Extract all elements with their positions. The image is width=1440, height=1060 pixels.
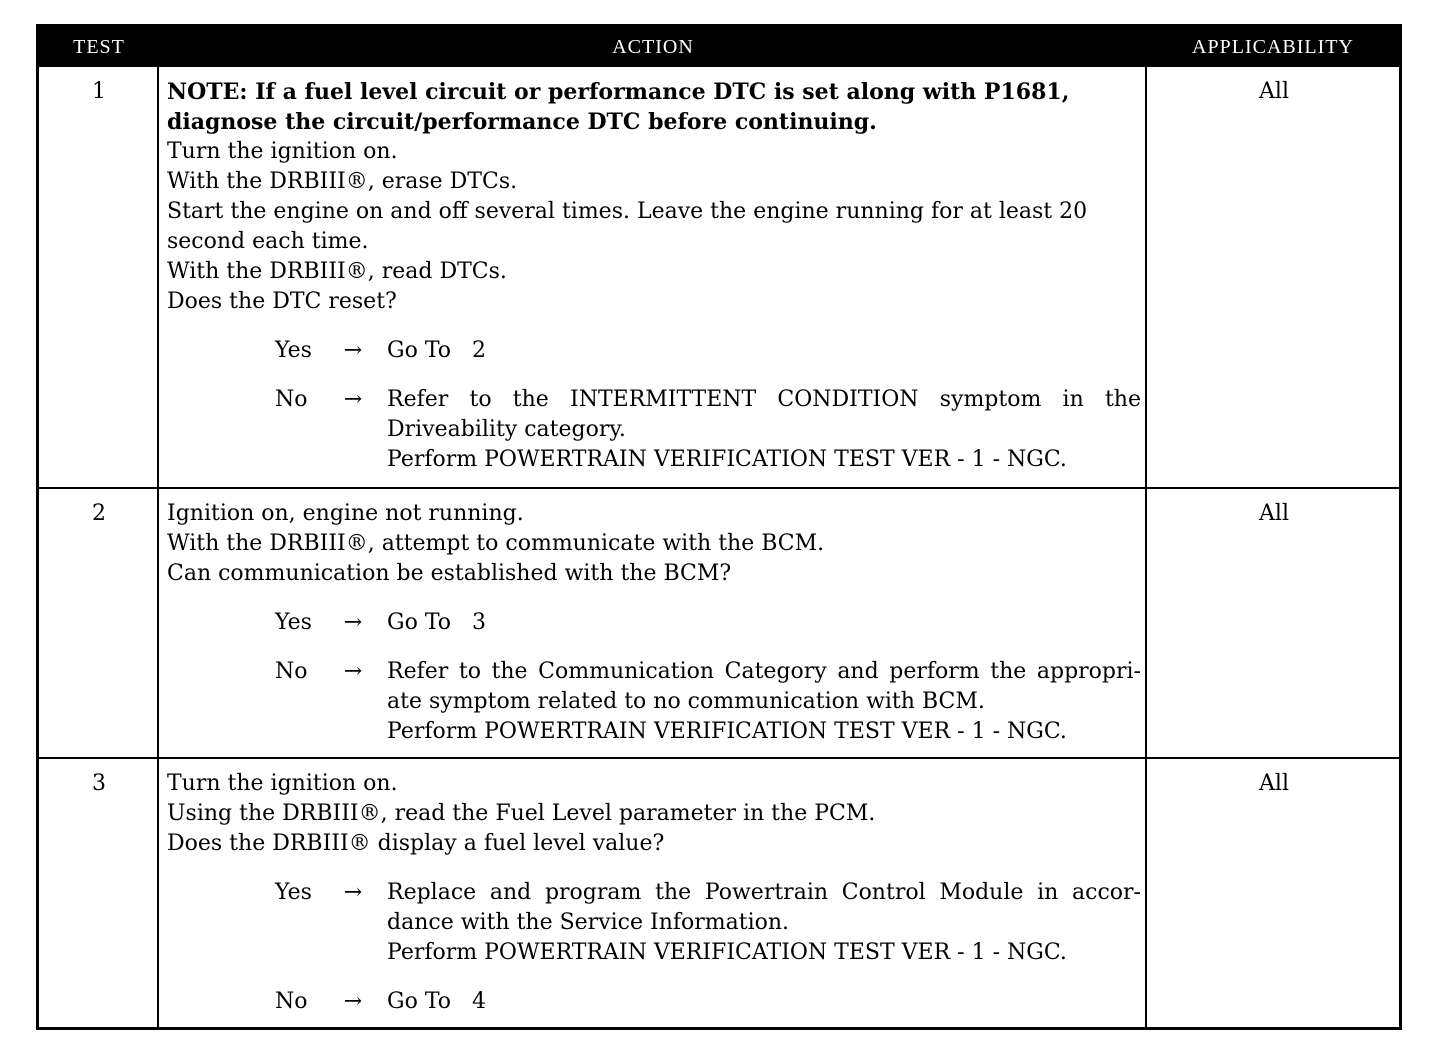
action-cell [167,499,1141,747]
response-text: Driveability category. [387,417,626,442]
test-number: 2 [92,501,106,526]
header-action: ACTION [612,36,694,58]
step-text: Ignition on, engine not running. [167,501,524,526]
yes-label: Yes [275,338,312,363]
arrow-icon: → [343,989,363,1014]
no-response [275,987,1141,1017]
response-text: Go To 2 [387,338,486,363]
arrow-icon: → [343,659,363,684]
step-text: Can communication be established with the BCM? [167,561,732,586]
applicability-cell: All [1259,79,1289,104]
arrow-icon: → [343,610,363,635]
table-row [39,67,1399,487]
response-text: Replace and program the Powertrain Control Module in accor- [387,880,1141,905]
table-row [39,489,1399,757]
action-cell [167,77,1141,475]
yes-response [275,878,1141,968]
no-label: No [275,659,308,684]
response-text: Perform POWERTRAIN VERIFICATION TEST VER - 1 - NGC. [387,447,1067,472]
yes-response [275,336,1141,366]
response-text: dance with the Service Information. [387,910,790,935]
step-text: Start the engine on and off several times. Leave the engine running for at least 20 [167,199,1088,224]
step-text: Does the DRBIII® display a fuel level value? [167,831,665,856]
step-text: With the DRBIII®, attempt to communicate with the BCM. [167,531,825,556]
step-text: second each time. [167,229,369,254]
note-text: diagnose the circuit/performance DTC before continuing. [167,109,877,135]
action-cell [167,769,1141,1017]
no-response [275,657,1141,747]
test-number: 1 [92,79,106,104]
step-text: With the DRBIII®, erase DTCs. [167,169,518,194]
step-text: Turn the ignition on. [167,771,398,796]
applicability-cell: All [1259,771,1289,796]
table-header [39,27,1399,67]
response-text: ate symptom related to no communication with BCM. [387,689,985,714]
note-text: NOTE: If a fuel level circuit or performance DTC is set along with P1681, [167,79,1070,105]
response-text: Refer to the Communication Category and perform the appropri- [387,659,1141,684]
no-label: No [275,387,308,412]
arrow-icon: → [343,387,363,412]
no-response [275,385,1141,475]
yes-response [275,608,1141,638]
step-text: Does the DTC reset? [167,289,397,314]
header-applicability: APPLICABILITY [1192,36,1354,58]
applicability-cell: All [1259,501,1289,526]
arrow-icon: → [343,338,363,363]
response-text: Refer to the INTERMITTENT CONDITION symptom in the [387,387,1141,412]
step-text: Using the DRBIII®, read the Fuel Level parameter in the PCM. [167,801,876,826]
step-text: Turn the ignition on. [167,139,398,164]
arrow-icon: → [343,880,363,905]
diagnostic-table [36,24,1402,1030]
test-number: 3 [92,771,106,796]
yes-label: Yes [275,880,312,905]
no-label: No [275,989,308,1014]
table-row [39,759,1399,1027]
header-test: TEST [73,36,125,58]
response-text: Go To 3 [387,610,486,635]
step-text: With the DRBIII®, read DTCs. [167,259,507,284]
yes-label: Yes [275,610,312,635]
response-text: Perform POWERTRAIN VERIFICATION TEST VER - 1 - NGC. [387,719,1067,744]
response-text: Go To 4 [387,989,486,1014]
response-text: Perform POWERTRAIN VERIFICATION TEST VER - 1 - NGC. [387,940,1067,965]
